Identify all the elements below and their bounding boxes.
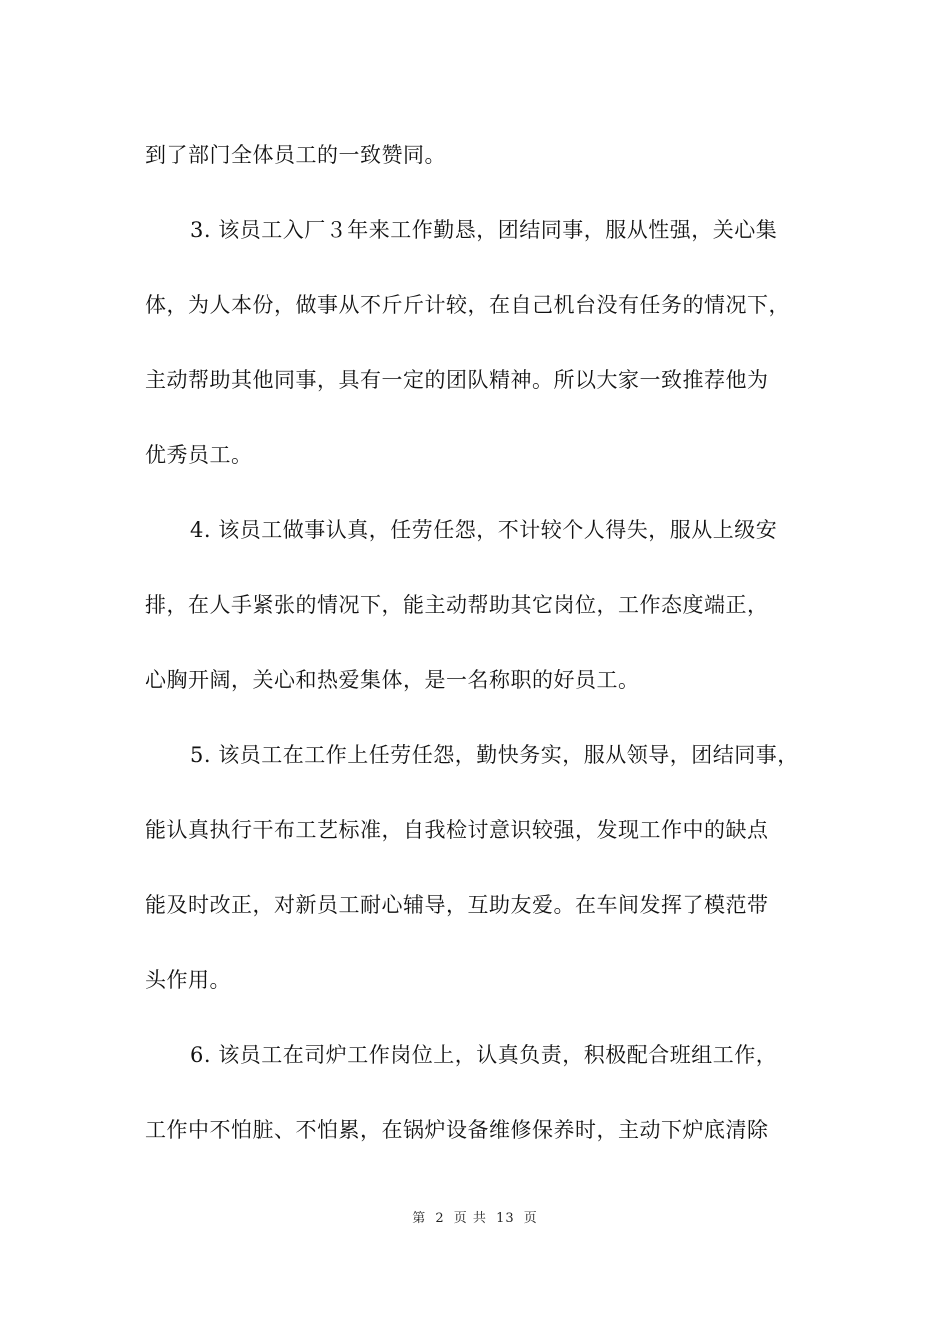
text-line: 优秀员工。 (145, 443, 253, 467)
text-line: 6. 该员工在司炉工作岗位上，认真负责，积极配合班组工作， (190, 1043, 778, 1067)
text-line: 体，为人本份，做事从不斤斤计较，在自己机台没有任务的情况下， (145, 293, 790, 317)
text-line: 到了部门全体员工的一致赞同。 (145, 143, 446, 167)
text-line: 排，在人手紧张的情况下，能主动帮助其它岗位，工作态度端正， (145, 593, 769, 617)
current-page-number: 2 (435, 1211, 445, 1226)
text-line: 能及时改正，对新员工耐心辅导，互助友爱。在车间发挥了模范带 (145, 893, 769, 917)
text-line: 5. 该员工在工作上任劳任怨，勤快务实，服从领导，团结同事， (190, 743, 799, 767)
text-line: 工作中不怕脏、不怕累，在锅炉设备维修保养时，主动下炉底清除 (145, 1118, 769, 1142)
text-line: 4. 该员工做事认真，任劳任怨，不计较个人得失，服从上级安 (190, 518, 778, 542)
text-line: 主动帮助其他同事，具有一定的团队精神。所以大家一致推荐他为 (145, 368, 769, 392)
text-line: 头作用。 (145, 968, 231, 992)
footer-suffix: 页 (523, 1211, 538, 1226)
page-footer (0, 1207, 950, 1226)
footer-prefix: 第 (412, 1211, 427, 1226)
text-line: 3. 该员工入厂３年来工作勤恳，团结同事，服从性强，关心集 (190, 218, 778, 242)
total-pages-number: 13 (496, 1211, 515, 1226)
footer-middle: 页 共 (453, 1211, 487, 1226)
text-line: 心胸开阔，关心和热爱集体，是一名称职的好员工。 (145, 668, 640, 692)
document-body (145, 133, 810, 1183)
text-line: 能认真执行干布工艺标准，自我检讨意识较强，发现工作中的缺点 (145, 818, 769, 842)
